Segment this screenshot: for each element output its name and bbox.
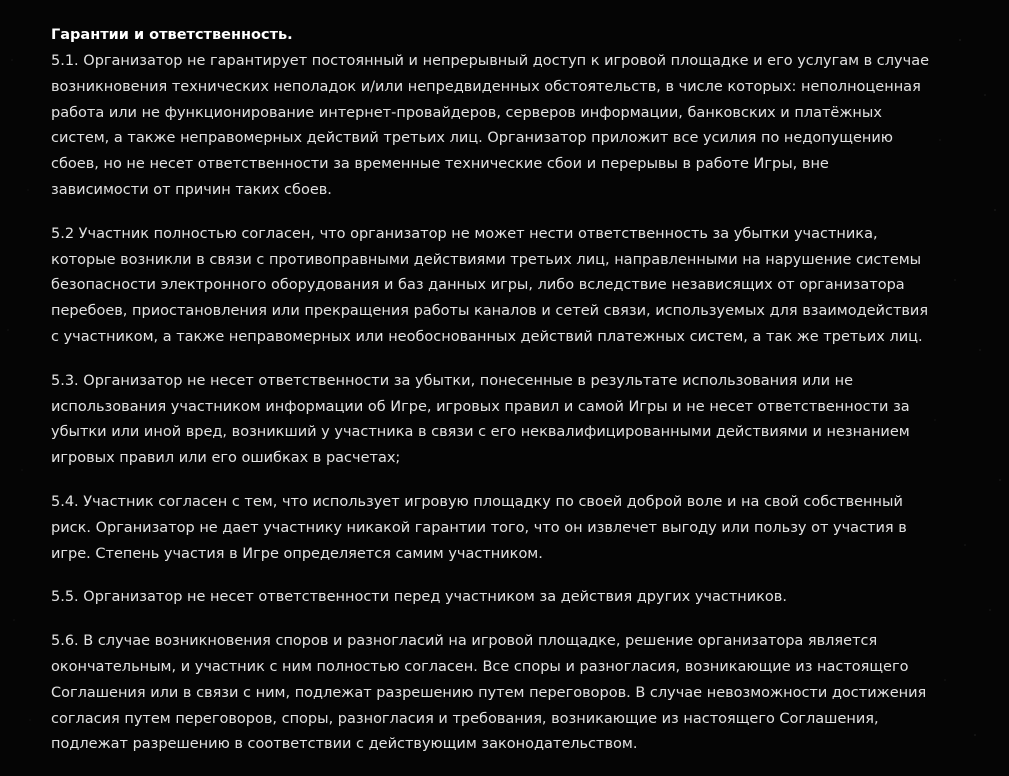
section-title: Гарантии и ответственность.: [51, 27, 293, 43]
clause-5-2: 5.2 Участник полностью согласен, что организатор не может нести ответственность за убытки участника, которые возникли в связи с противоправными действиями третьих лиц, направленными на нарушение системы безопасности электронного оборудования и баз данных игры, либо вследствие независящих от организатора перебоев, приостановления или прекращения работы каналов и сетей связи, используемых для взаимодействия с участником, а также неправомерных или необоснованных действий платежных систем, а так же третьих лиц.: [51, 225, 929, 345]
terms-section: [51, 24, 931, 776]
clause-5-5: 5.5. Организатор не несет ответственности перед участником за действия других участников.: [51, 589, 787, 606]
clause-5-3: 5.3. Организатор не несет ответственности за убытки, понесенные в результате использования или не использования участником информации об Игре, игровых правил и самой Игры и не несет ответственности за убытки или иной вред, возникший у участника в связи с его неквалифицированными действиями и незнанием игровых правил или его ошибках в расчетах;: [51, 372, 910, 467]
clause-5-1: 5.1. Организатор не гарантирует постоянный и непрерывный доступ к игровой площадке и его услугам в случае возникновения технических неполадок и/или непредвиденных обстоятельств, в числе которых: неполноценная работа или не функционирование интернет-провайдеров, серверов информации, банковских и платёжных систем, а также неправомерных действий третьих лиц. Организатор приложит все усилия по недопущению сбоев, но не несет ответственности за временные технические сбои и перерывы в работе Игры, вне зависимости от причин таких сбоев.: [51, 53, 930, 198]
clause-5-6: 5.6. В случае возникновения споров и разногласий на игровой площадке, решение организатора является окончательным, и участник с ним полностью согласен. Все споры и разногласия, возникающие из настоящего Соглашения или в связи с ним, подлежат разрешению путем переговоров. В случае невозможности достижения согласия путем переговоров, споры, разногласия и требования, возникающие из настоящего Соглашения, подлежат разрешению в соответствии с действующим законодательством.: [51, 633, 927, 753]
clause-5-4: 5.4. Участник согласен с тем, что использует игровую площадку по своей доброй воле и на свой собственный риск. Организатор не дает участнику никакой гарантии того, что он извлечет выгоду или пользу от участия в игре. Степень участия в Игре определяется самим участником.: [51, 493, 907, 562]
